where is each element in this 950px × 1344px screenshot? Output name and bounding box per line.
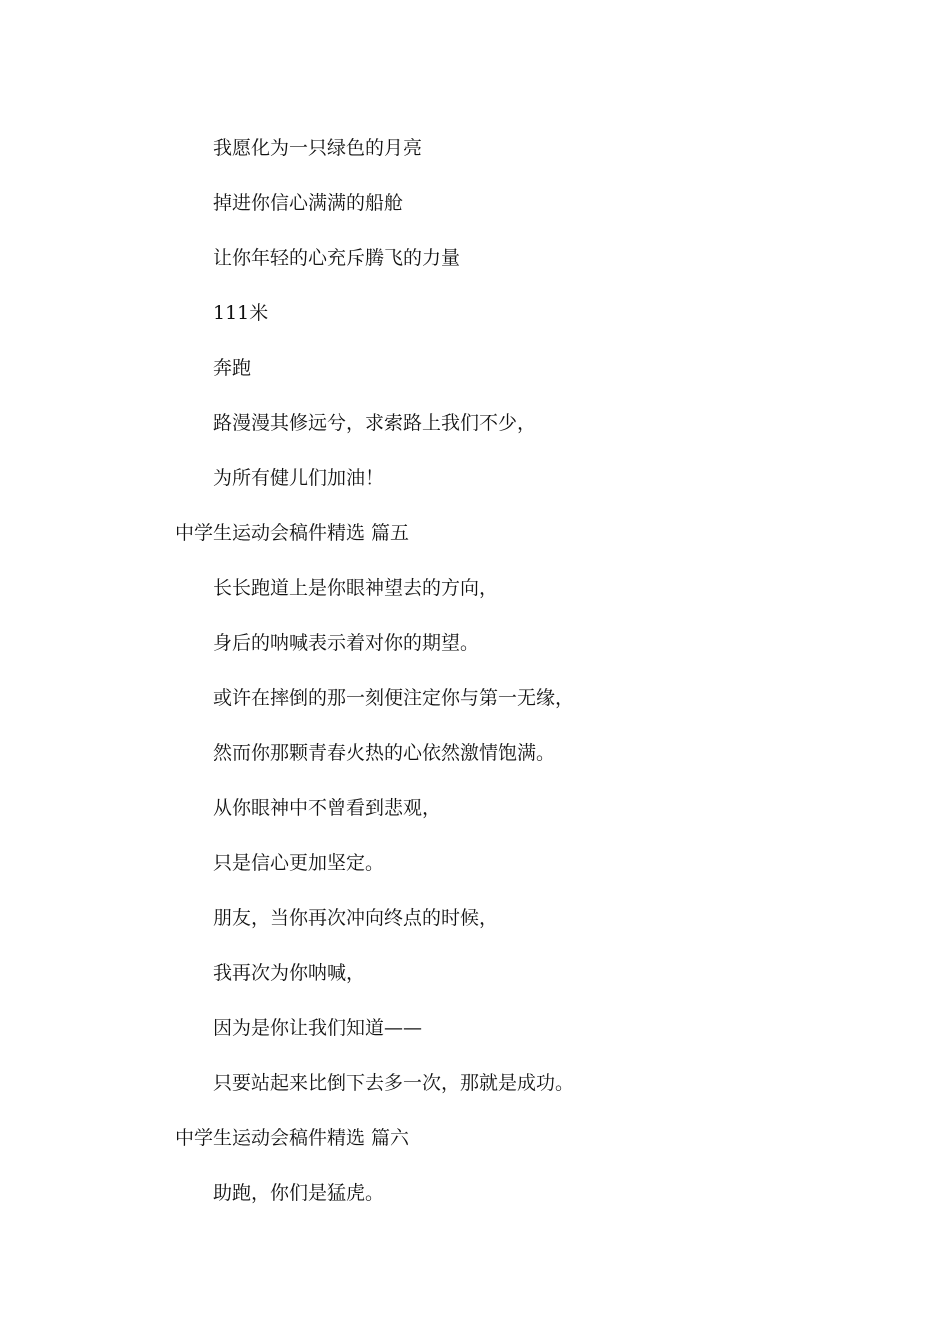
poem-line: 朋友，当你再次冲向终点的时候， bbox=[213, 907, 499, 929]
poem-line: 奔跑 bbox=[213, 357, 252, 379]
poem-line: 只要站起来比倒下去多一次，那就是成功。 bbox=[213, 1072, 575, 1094]
poem-line: 111米 bbox=[213, 302, 269, 324]
poem-line: 身后的呐喊表示着对你的期望。 bbox=[213, 632, 480, 654]
poem-line: 为所有健儿们加油！ bbox=[213, 467, 385, 489]
poem-line: 助跑，你们是猛虎。 bbox=[213, 1182, 385, 1204]
section-heading: 中学生运动会稿件精选 篇六 bbox=[175, 1127, 410, 1149]
poem-line: 只是信心更加坚定。 bbox=[213, 852, 385, 874]
poem-line: 长长跑道上是你眼神望去的方向， bbox=[213, 577, 499, 599]
poem-line: 或许在摔倒的那一刻便注定你与第一无缘， bbox=[213, 687, 575, 709]
poem-line: 路漫漫其修远兮，求索路上我们不少， bbox=[213, 412, 537, 434]
poem-line: 让你年轻的心充斥腾飞的力量 bbox=[213, 247, 461, 269]
poem-line: 我愿化为一只绿色的月亮 bbox=[213, 137, 423, 159]
section-heading: 中学生运动会稿件精选 篇五 bbox=[175, 522, 410, 544]
poem-line: 因为是你让我们知道—— bbox=[213, 1017, 423, 1039]
poem-line: 然而你那颗青春火热的心依然激情饱满。 bbox=[213, 742, 556, 764]
poem-line: 掉进你信心满满的船舱 bbox=[213, 192, 404, 214]
poem-line: 我再次为你呐喊， bbox=[213, 962, 366, 984]
poem-line: 从你眼神中不曾看到悲观， bbox=[213, 797, 442, 819]
